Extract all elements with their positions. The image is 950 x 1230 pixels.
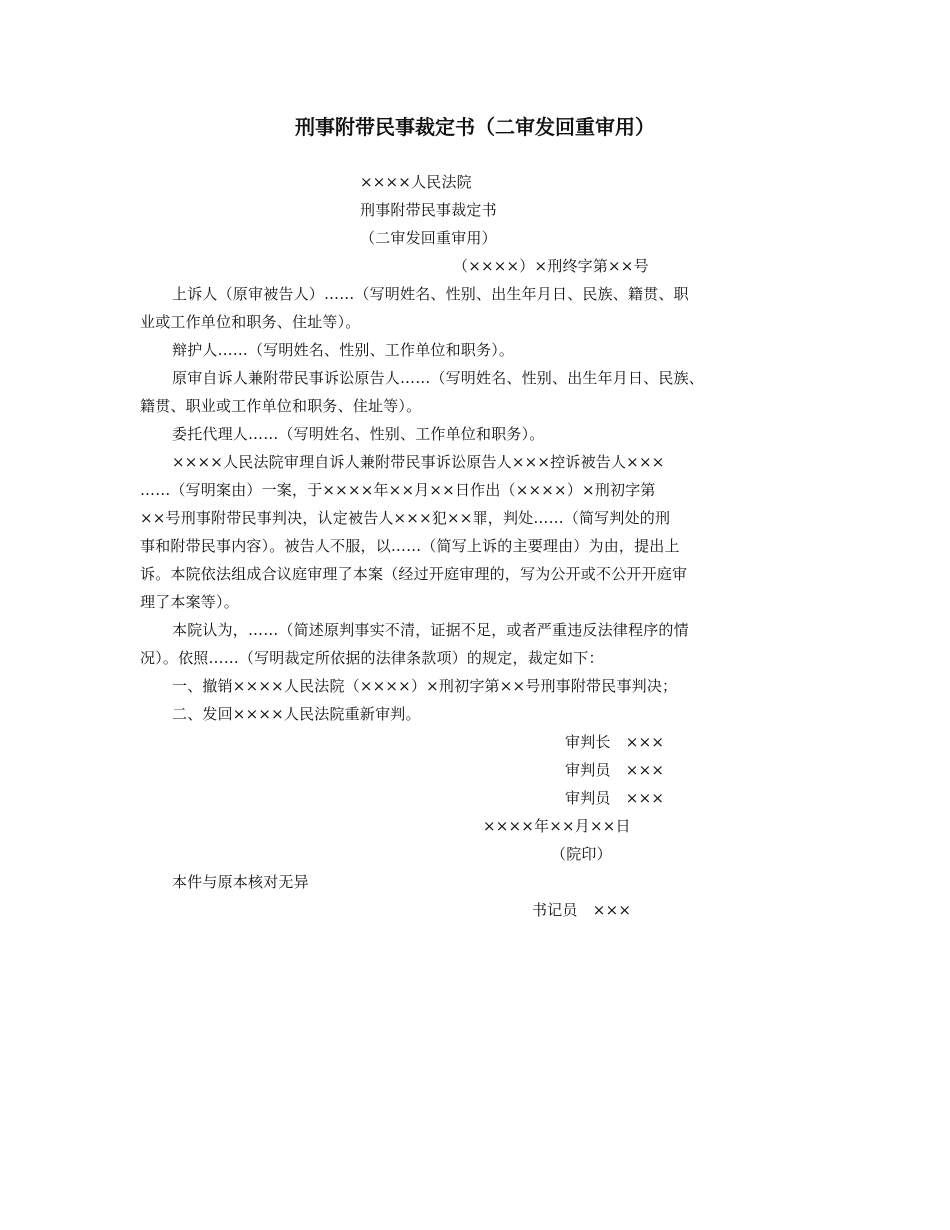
body-line: 本院认为，……（简述原判事实不清，证据不足，或者严重违反法律程序的情 (172, 621, 689, 639)
document-subtitle: （二审发回重审用） (360, 229, 497, 247)
body-line: 事和附带民事内容）。被告人不服，以……（简写上诉的主要理由）为由，提出上 (140, 537, 680, 555)
ruling-item-2: 二、发回××××人民法院重新审判。 (172, 705, 421, 723)
body-line: ……（写明案由）一案，于××××年××月××日作出（××××）×刑初字第 (140, 481, 656, 499)
body-line: 上诉人（原审被告人）……（写明姓名、性别、出生年月日、民族、籍贯、职 (172, 285, 689, 303)
body-line: ××号刑事附带民事判决，认定被告人×××犯××罪，判处……（简写判处的刑 (140, 509, 671, 527)
body-line: ××××人民法院审理自诉人兼附带民事诉讼原告人×××控诉被告人××× (172, 453, 665, 471)
court-seal: （院印） (551, 845, 612, 863)
body-line: 原审自诉人兼附带民事诉讼原告人……（写明姓名、性别、出生年月日、民族、 (172, 369, 705, 387)
body-line: 业或工作单位和职务、住址等）。 (140, 313, 361, 331)
chief-judge-signature: 审判长 ××× (565, 733, 665, 751)
body-line: 辩护人……（写明姓名、性别、工作单位和职务）。 (172, 341, 515, 359)
body-line: 籍贯、职业或工作单位和职务、住址等）。 (140, 397, 422, 415)
body-line: 况）。依照……（写明裁定所依据的法律条款项）的规定，裁定如下： (140, 649, 604, 667)
case-number: （××××）×刑终字第××号 (453, 257, 649, 275)
document-type: 刑事附带民事裁定书 (360, 201, 497, 219)
verification-note: 本件与原本核对无异 (172, 873, 309, 891)
body-line: 诉。本院依法组成合议庭审理了本案（经过开庭审理的，写为公开或不公开开庭审 (140, 565, 688, 583)
judge-signature-2: 审判员 ××× (565, 789, 665, 807)
ruling-date: ××××年××月××日 (483, 817, 631, 835)
judge-signature-1: 审判员 ××× (565, 761, 665, 779)
document-title: 刑事附带民事裁定书（二审发回重审用） (295, 115, 655, 139)
clerk-signature: 书记员 ××× (532, 901, 632, 919)
ruling-item-1: 一、撤销××××人民法院（××××）×刑初字第××号刑事附带民事判决； (172, 677, 678, 695)
body-line: 理了本案等）。 (140, 593, 239, 611)
body-line: 委托代理人……（写明姓名、性别、工作单位和职务）。 (172, 425, 545, 443)
court-name: ××××人民法院 (360, 173, 472, 191)
